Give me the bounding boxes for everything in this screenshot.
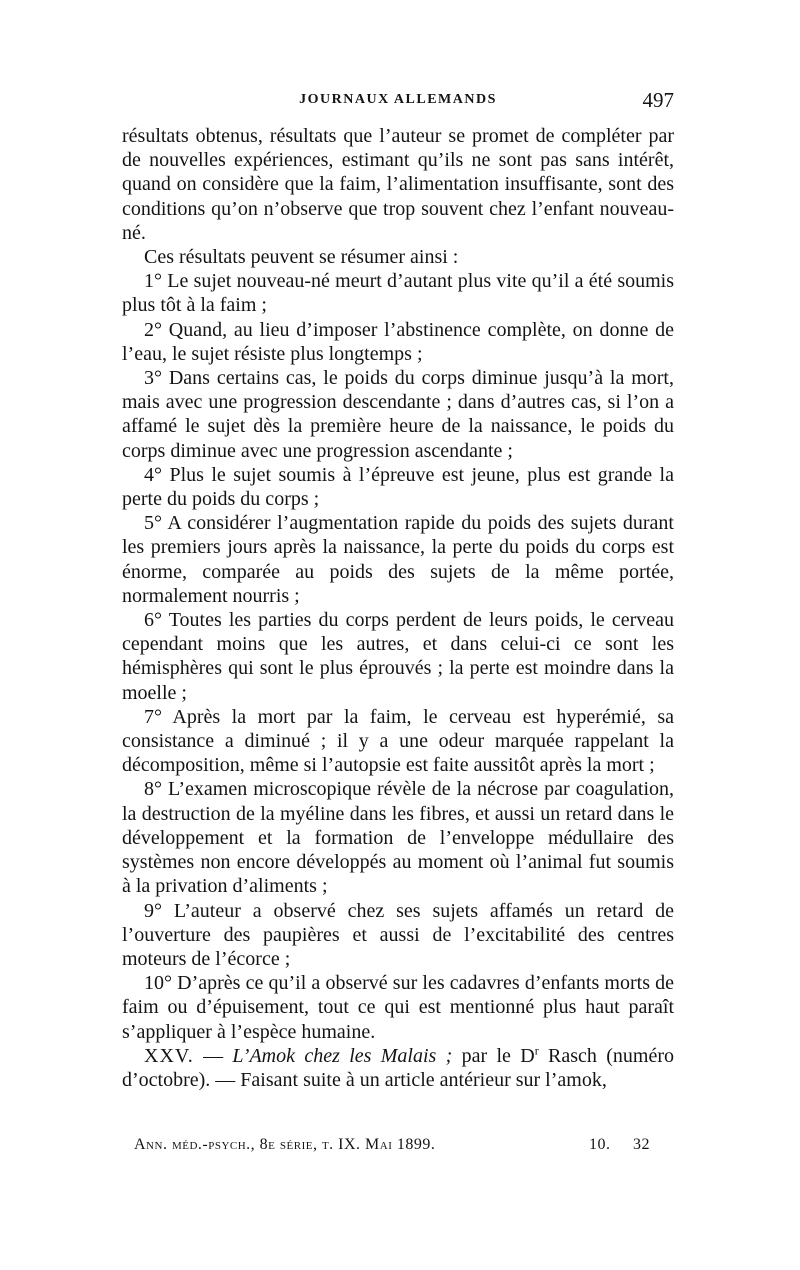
page-number: 497	[642, 88, 674, 112]
footer-citation: Ann. méd.-psych., 8e série, t. IX. Mai 1899.	[134, 1136, 436, 1153]
list-item-1: 1° Le sujet nouveau-né meurt d’autant plus vite qu’il a été soumis plus tôt à la faim ;	[122, 270, 674, 317]
section-title: L’Amok chez les Malais ;	[232, 1044, 453, 1067]
section-number: XXV.	[144, 1044, 194, 1067]
footer-signature: 10. 32	[589, 1136, 650, 1153]
list-item-9: 9° L’auteur a observé chez ses sujets affamés un retard de l’ouverture des paupières et aussi de l’excitabilité des centres moteurs de l’écorce ;	[122, 899, 674, 970]
list-item-7: 7° Après la mort par la faim, le cerveau est hyperémié, sa consistance a diminué ; il y a une odeur marquée rappelant la décomposition, même si l’autopsie est faite aussitôt après la mort ;	[122, 705, 674, 777]
page-footer	[134, 1136, 674, 1154]
body-text	[122, 124, 674, 1092]
section-dash: —	[193, 1044, 233, 1067]
paragraph-summary-intro: Ces résultats peuvent se résumer ainsi :	[144, 246, 459, 269]
section-author-sup: r	[534, 1043, 539, 1058]
list-item-5: 5° A considérer l’augmentation rapide du poids des sujets durant les premiers jours après la naissance, la perte du poids du corps est énorme, comparée au poids des sujets de la même portée, normalement nourris ;	[122, 512, 674, 607]
section-xxv-paragraph	[122, 1044, 674, 1092]
running-title: JOURNAUX ALLEMANDS	[299, 92, 497, 107]
list-item-3: 3° Dans certains cas, le poids du corps diminue jusqu’à la mort, mais avec une progression descendante ; dans d’autres cas, si l’on a affamé le sujet dès la première heure de la naissance, le poids du corps diminue avec une progression ascendante ;	[122, 367, 674, 462]
running-header	[122, 88, 674, 116]
paragraph-continuation: résultats obtenus, résultats que l’auteur se promet de compléter par de nouvelles expériences, estimant qu’ils ne sont pas sans intérêt, quand on considère que la faim, l’alimentation insuffisante, sont des conditions qu’on n’observe que trop souvent chez l’enfant nouveau-né.	[122, 125, 674, 244]
section-author-rest: Rasch (numéro d’octobre). — Faisant suite à un article antérieur sur l’amok,	[122, 1044, 674, 1091]
list-item-6: 6° Toutes les parties du corps perdent de leurs poids, le cerveau cependant moins que les autres, et dans celui-ci ce sont les hémisphères qui sont le plus éprouvés ; la perte est moindre dans la moelle ;	[122, 609, 674, 704]
book-page	[122, 88, 674, 1268]
list-item-8: 8° L’examen microscopique révèle de la nécrose par coagulation, la destruction de la myéline dans les fibres, et aussi un retard dans le développement et la formation de l’enveloppe médullaire des systèmes non encore développés au moment où l’animal fut soumis à la privation d’aliments ;	[122, 778, 674, 898]
section-author-prefix: par le D	[452, 1044, 535, 1067]
list-item-10: 10° D’après ce qu’il a observé sur les cadavres d’enfants morts de faim ou d’épuisement, tout ce qui est mentionné plus haut paraît s’appliquer à l’espèce humaine.	[122, 972, 674, 1043]
list-item-4: 4° Plus le sujet soumis à l’épreuve est jeune, plus est grande la perte du poids du corps ;	[122, 463, 674, 511]
list-item-2: 2° Quand, au lieu d’imposer l’abstinence complète, on donne de l’eau, le sujet résiste plus longtemps ;	[122, 318, 674, 365]
